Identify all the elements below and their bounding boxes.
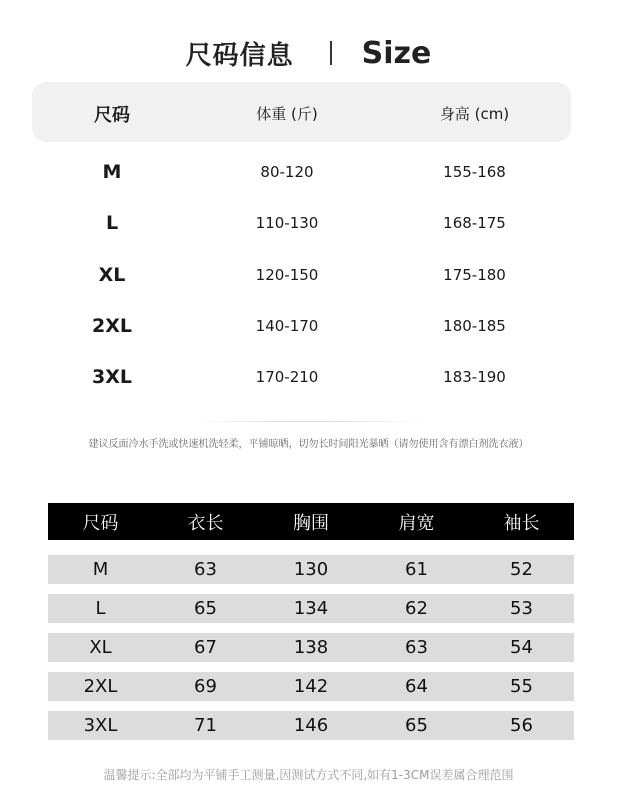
- shoulder-cell: 61: [405, 559, 428, 580]
- size-table-header: [32, 82, 571, 142]
- measurement-table-row: [48, 594, 574, 623]
- header-size: 尺码: [94, 105, 130, 126]
- chest-cell: 142: [293, 676, 329, 697]
- shoulder-cell: 65: [405, 715, 428, 736]
- title-chinese: 尺码信息: [185, 40, 294, 71]
- sleeve-cell: 55: [510, 676, 533, 697]
- measurement-table-row: [48, 711, 574, 740]
- footer-note: 温馨提示:全部均为平铺手工测量,因测试方式不同,如有1-3CM误差属合理范围: [103, 768, 514, 782]
- size-cell: M: [102, 161, 122, 183]
- measurement-table-row: [48, 555, 574, 584]
- page-title: [0, 30, 617, 76]
- height-cell: 155-168: [443, 163, 506, 181]
- size-cell: L: [105, 212, 119, 234]
- size-cell: 2XL: [92, 315, 132, 337]
- length-cell: 71: [194, 715, 217, 736]
- weight-cell: 170-210: [255, 368, 319, 386]
- header-chest: 胸围: [293, 512, 329, 534]
- size-table-row: [32, 204, 571, 244]
- shoulder-cell: 64: [405, 676, 428, 697]
- length-cell: 69: [194, 676, 217, 697]
- weight-cell: 80-120: [260, 163, 314, 181]
- weight-cell: 140-170: [255, 317, 319, 335]
- size-cell: 2XL: [83, 676, 118, 697]
- height-cell: 175-180: [443, 266, 506, 284]
- size-cell: 3XL: [83, 715, 118, 736]
- measurement-table-header: [48, 503, 574, 540]
- chest-cell: 134: [293, 598, 329, 619]
- size-table-row: [32, 153, 571, 193]
- header-height: 身高 (cm): [439, 105, 510, 123]
- header-sleeve: 袖长: [503, 512, 540, 534]
- size-cell: 3XL: [92, 366, 132, 388]
- shoulder-cell: 63: [405, 637, 428, 658]
- sleeve-cell: 53: [510, 598, 533, 619]
- sleeve-cell: 56: [510, 715, 533, 736]
- size-table-row: [32, 307, 571, 347]
- shoulder-cell: 62: [405, 598, 428, 619]
- section-divider: [190, 421, 427, 422]
- sleeve-cell: 52: [510, 559, 533, 580]
- weight-cell: 110-130: [255, 214, 319, 232]
- size-cell: M: [92, 559, 109, 580]
- weight-cell: 120-150: [255, 266, 319, 284]
- size-cell: XL: [98, 264, 126, 286]
- chest-cell: 138: [293, 637, 329, 658]
- chest-cell: 130: [293, 559, 329, 580]
- size-table-row: [32, 256, 571, 296]
- header-weight: 体重 (斤): [256, 105, 318, 123]
- header-shoulder: 肩宽: [398, 512, 435, 534]
- size-table-row: [32, 358, 571, 398]
- title-separator: [330, 41, 332, 65]
- size-cell: L: [95, 598, 106, 619]
- length-cell: 65: [194, 598, 217, 619]
- title-english: Size: [361, 35, 432, 71]
- measurement-table-row: [48, 633, 574, 662]
- header-length: 衣长: [187, 512, 224, 534]
- height-cell: 183-190: [443, 368, 506, 386]
- height-cell: 180-185: [443, 317, 506, 335]
- sleeve-cell: 54: [510, 637, 533, 658]
- measurement-table-row: [48, 672, 574, 701]
- size-cell: XL: [89, 637, 112, 658]
- length-cell: 63: [194, 559, 217, 580]
- height-cell: 168-175: [443, 214, 506, 232]
- length-cell: 67: [194, 637, 217, 658]
- chest-cell: 146: [293, 715, 329, 736]
- care-instructions: 建议反面冷水手洗或快速机洗轻柔，平铺晾晒，切勿长时间阳光暴晒（请勿使用含有漂白剂洗衣液）: [88, 439, 529, 450]
- header-size: 尺码: [82, 512, 119, 534]
